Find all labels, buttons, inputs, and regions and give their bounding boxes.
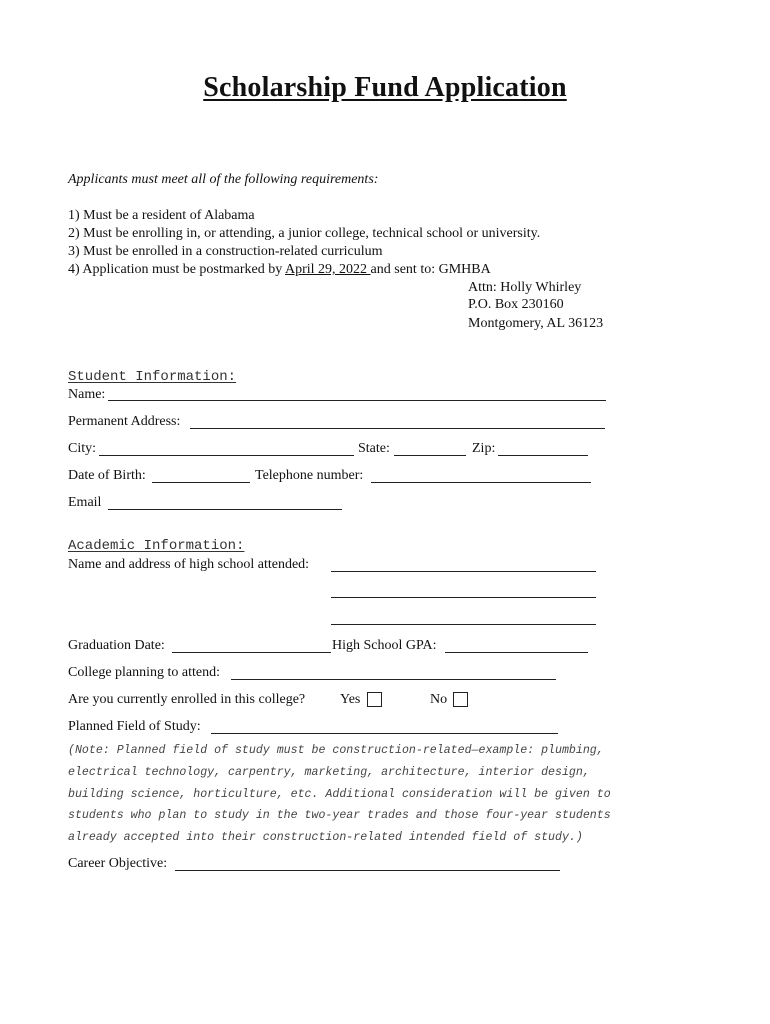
career-objective-field[interactable] (175, 870, 560, 871)
date-of-birth-label: Date of Birth: (68, 468, 146, 483)
no-label: No (430, 692, 448, 707)
graduation-date-label: Graduation Date: (68, 638, 165, 653)
requirements-intro: Applicants must meet all of the following requirements: (68, 172, 379, 187)
note-line-1: (Note: Planned field of study must be construction-related—example: plumbing, (68, 744, 604, 757)
enrolled-question: Are you currently enrolled in this college? (68, 692, 306, 707)
college-field[interactable] (231, 679, 556, 680)
high-school-field-line-1[interactable] (331, 571, 596, 572)
email-label: Email (68, 495, 102, 510)
address-city: Montgomery, AL 36123 (468, 316, 604, 331)
yes-label: Yes (340, 692, 361, 707)
no-checkbox[interactable] (453, 692, 468, 707)
email-field[interactable] (108, 509, 342, 510)
academic-information-heading: Academic Information: (68, 538, 245, 554)
requirement-4-suffix: and sent to: GMHBA (370, 262, 491, 277)
note-line-4: students who plan to study in the two-year trades and those four-year students (68, 809, 611, 822)
zip-label: Zip: (472, 441, 496, 456)
note-line-5: already accepted into their construction-related intended field of study.) (68, 831, 583, 844)
college-label: College planning to attend: (68, 665, 221, 680)
career-objective-label: Career Objective: (68, 856, 168, 871)
planned-field-label: Planned Field of Study: (68, 719, 201, 734)
telephone-field[interactable] (371, 482, 591, 483)
address-attn: Attn: Holly Whirley (468, 280, 582, 295)
high-school-label: Name and address of high school attended: (68, 557, 310, 572)
zip-field[interactable] (498, 455, 588, 456)
permanent-address-field[interactable] (190, 428, 605, 429)
telephone-label: Telephone number: (255, 468, 364, 483)
gpa-field[interactable] (445, 652, 588, 653)
note-line-2: electrical technology, carpentry, marketing, architecture, interior design, (68, 766, 590, 779)
gpa-label: High School GPA: (332, 638, 437, 653)
requirement-4-prefix: 4) Application must be postmarked by (68, 262, 285, 277)
graduation-date-field[interactable] (172, 652, 331, 653)
planned-field-input[interactable] (211, 733, 558, 734)
state-field[interactable] (394, 455, 466, 456)
student-information-heading: Student Information: (68, 369, 237, 385)
permanent-address-label: Permanent Address: (68, 414, 181, 429)
name-field[interactable] (108, 400, 606, 401)
requirement-3: 3) Must be enrolled in a construction-related curriculum (68, 244, 383, 259)
requirement-2: 2) Must be enrolling in, or attending, a junior college, technical school or university. (68, 226, 541, 241)
city-label: City: (68, 441, 97, 456)
note-line-3: building science, horticulture, etc. Additional consideration will be given to (68, 788, 611, 801)
deadline-date: April 29, 2022 (284, 262, 371, 277)
high-school-field-line-2[interactable] (331, 597, 596, 598)
address-po-box: P.O. Box 230160 (468, 297, 564, 312)
requirement-4 (68, 262, 491, 278)
state-label: State: (358, 441, 390, 456)
name-label: Name: (68, 387, 106, 402)
yes-checkbox[interactable] (367, 692, 382, 707)
date-of-birth-field[interactable] (152, 482, 250, 483)
city-field[interactable] (99, 455, 354, 456)
page-title: Scholarship Fund Application (203, 72, 567, 103)
requirement-1: 1) Must be a resident of Alabama (68, 208, 255, 223)
high-school-field-line-3[interactable] (331, 624, 596, 625)
